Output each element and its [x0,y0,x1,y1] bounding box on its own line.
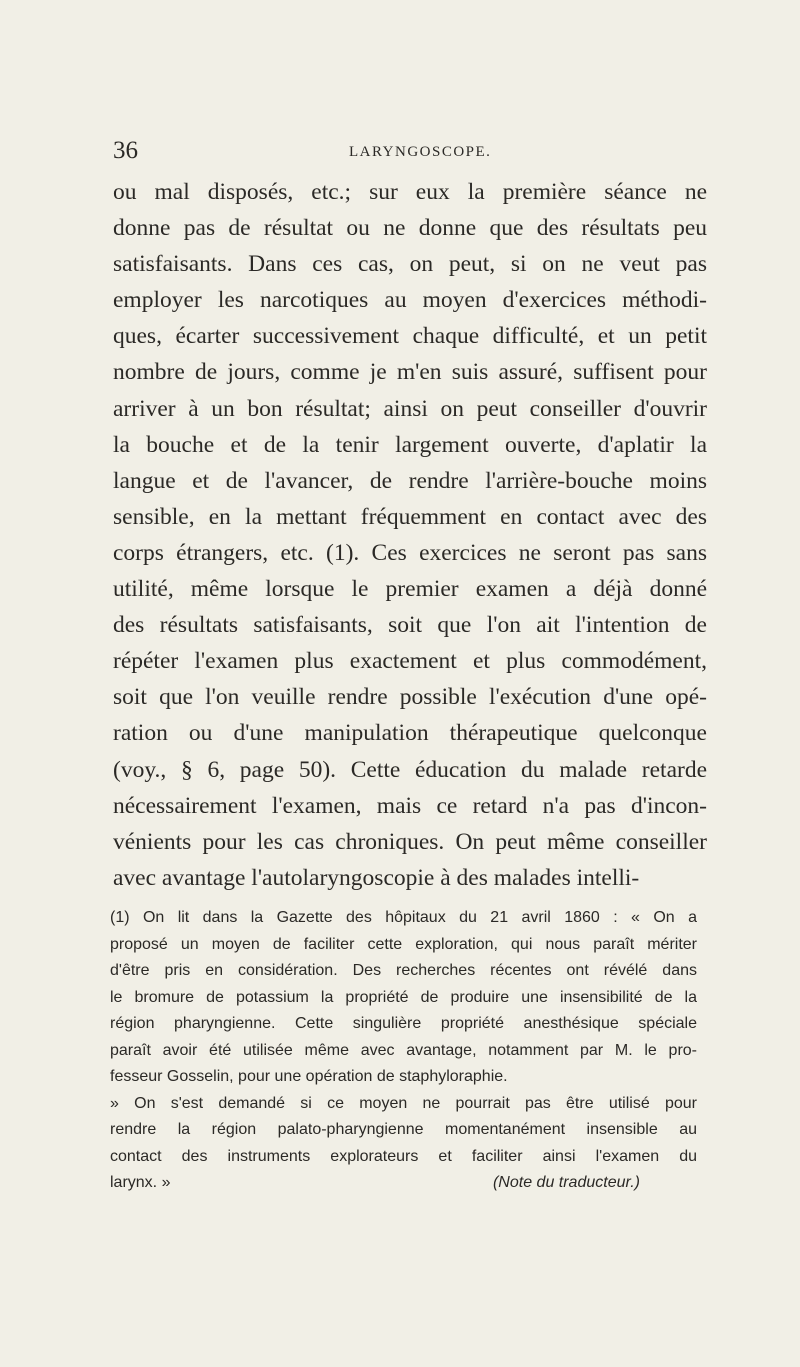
body-line: vénients pour les cas chroniques. On peut même conseiller [113,828,707,855]
body-line: arriver à un bon résultat; ainsi on peut conseiller d'ouvrir [113,395,707,422]
body-line: corps étrangers, etc. (1). Ces exercices ne seront pas sans [113,539,707,566]
body-line: utilité, même lorsque le premier examen a déjà donné [113,576,707,603]
body-line: ques, écarter successivement chaque difficulté, et un petit [113,323,707,350]
footnote-signature: (Note du traducteur.) [492,1174,640,1191]
body-line: (voy., § 6, page 50). Cette éducation du malade retarde [113,756,707,783]
footnote-line: proposé un moyen de faciliter cette exploration, qui nous paraît mériter [110,935,697,953]
body-line: sensible, en la mettant fréquemment en contact avec des [113,503,707,530]
footnote-line: région pharyngienne. Cette singulière propriété anesthésique spéciale [110,1015,697,1032]
footnote-line: fesseur Gosselin, pour une opération de staphyloraphie. [110,1068,508,1085]
running-head: LARYNGOSCOPE. [349,144,492,160]
footnote-line: d'être pris en considération. Des recherches récentes ont révélé dans [110,962,697,979]
body-line: employer les narcotiques au moyen d'exercices méthodi- [113,287,707,314]
body-text [113,174,707,896]
body-line: nécessairement l'examen, mais ce retard n'a pas d'incon- [113,792,707,819]
body-line: satisfaisants. Dans ces cas, on peut, si on ne veut pas [113,251,707,278]
body-line: soit que l'on veuille rendre possible l'exécution d'une opé- [113,684,707,711]
footnote-line: contact des instruments explorateurs et faciliter ainsi l'examen du [110,1147,697,1165]
body-line: la bouche et de la tenir largement ouverte, d'aplatir la [113,431,707,458]
footnote-line: le bromure de potassium la propriété de produire une insensibilité de la [110,988,697,1006]
footnote-line: » On s'est demandé si ce moyen ne pourrait pas être utilisé pour [110,1094,697,1112]
footnote-line: (1) On lit dans la Gazette des hôpitaux du 21 avril 1860 : « On a [110,909,697,926]
body-line: des résultats satisfaisants, soit que l'on ait l'intention de [113,612,707,639]
body-line: répéter l'examen plus exactement et plus commodément, [113,648,707,675]
footnote-text-end: larynx. » [110,1174,171,1191]
page-number: 36 [113,137,138,164]
body-line: ou mal disposés, etc.; sur eux la première séance ne [113,179,707,205]
footnote-line: paraît avoir été utilisée même avec avantage, notamment par M. le pro- [110,1041,697,1059]
footnote [110,905,697,1197]
footnote-last-line [110,1170,697,1197]
page-header [113,136,713,166]
body-line: avec avantage l'autolaryngoscopie à des malades intelli- [113,864,640,891]
footnote-line: rendre la région palato-pharyngienne momentanément insensible au [110,1121,697,1138]
body-line: ration ou d'une manipulation thérapeutique quelconque [113,720,707,747]
body-line: langue et de l'avancer, de rendre l'arrière-bouche moins [113,467,707,494]
body-line: nombre de jours, comme je m'en suis assuré, suffisent pour [113,359,707,386]
body-line: donne pas de résultat ou ne donne que des résultats peu [113,215,707,242]
